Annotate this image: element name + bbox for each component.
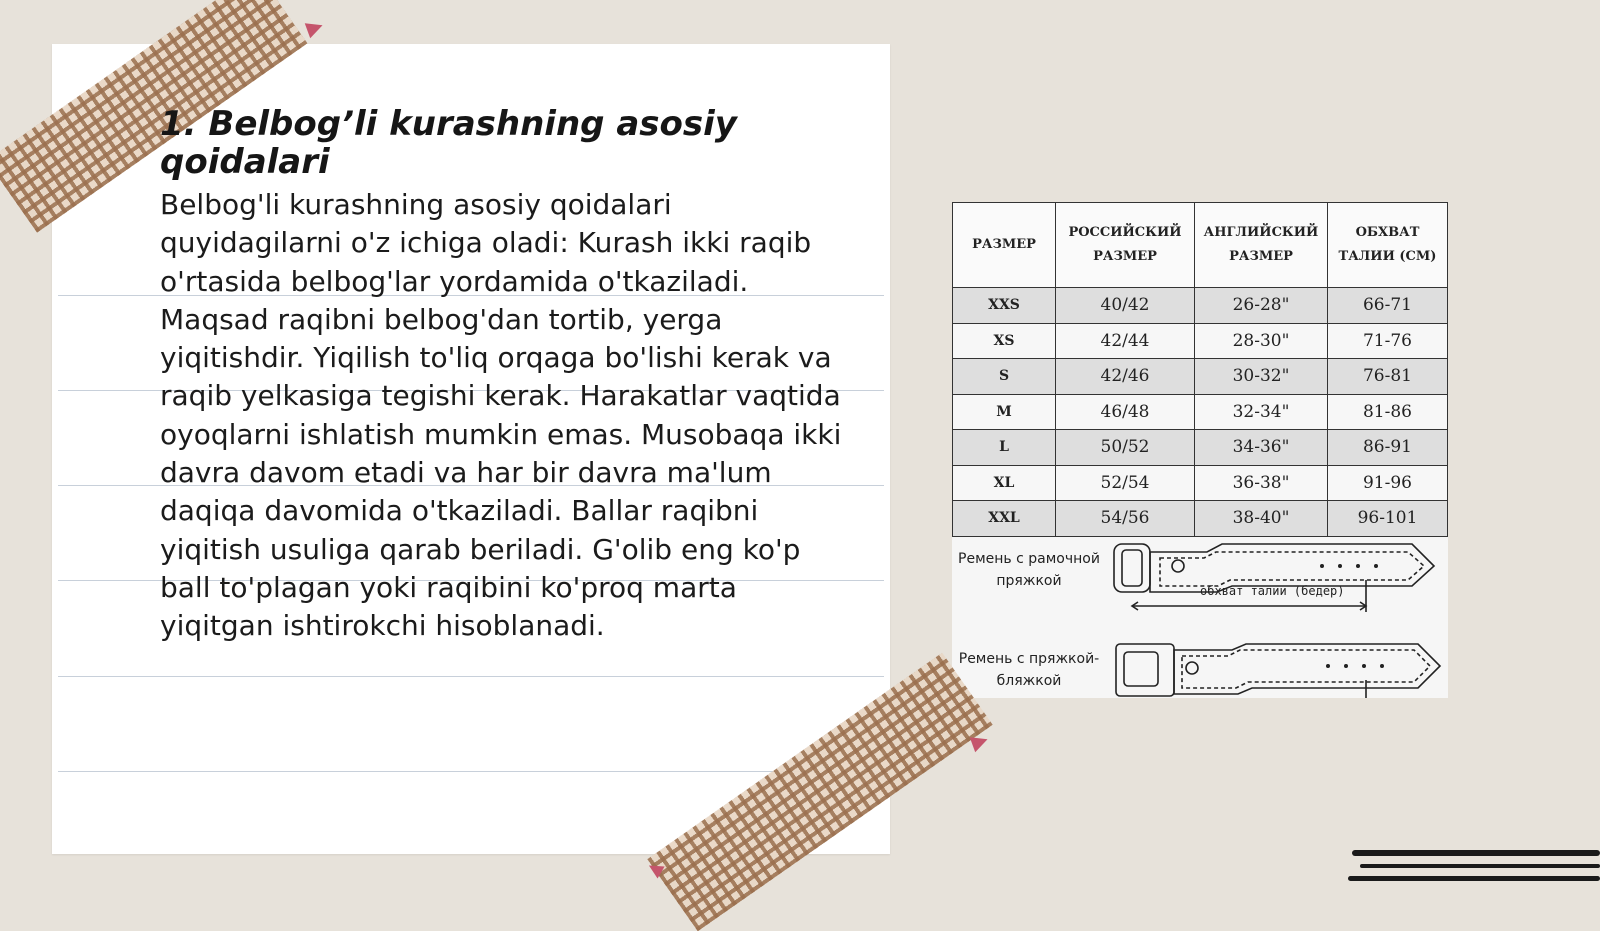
slide-title: 1. Belbog’li kurashning asosiy qoidalari	[160, 104, 737, 182]
table-cell: 52/54	[1056, 465, 1195, 501]
size-table-header-row	[953, 203, 1448, 288]
table-row	[953, 501, 1448, 537]
table-cell: 40/42	[1056, 288, 1195, 324]
table-cell: 96-101	[1328, 501, 1448, 537]
paper-rule-line	[58, 771, 884, 772]
table-header-waist: ОБХВАТ ТАЛИИ (СМ)	[1328, 203, 1448, 288]
table-cell: 46/48	[1056, 394, 1195, 430]
brush-stroke-decoration	[1360, 864, 1600, 868]
table-cell: 42/44	[1056, 323, 1195, 359]
slide-body-text: Belbog'li kurashning asosiy qoidalari quyidagilarni o'z ichiga oladi: Kurash ikki raqib o'rtasida belbog'lar yordamida o'tkaziladi. Maqsad raqibni belbog'dan tortib, yerga yiqitishdir. Yiqilish to'liq orqaga bo'lishi kerak va raqib yelkasiga tegishi kerak. Harakatlar vaqtida oyoqlarni ishlatish mumkin emas. Musobaqa ikki davra davom etadi va har bir davra ma'lum daqiqa davomida o'tkaziladi. Ballar raqibni yiqitish usuliga qarab beriladi. G'olib eng ko'p ball to'plagan yoki raqibini ko'proq marta yiqitgan ishtirokchi hisoblanadi.	[160, 188, 842, 643]
brush-stroke-decoration	[1352, 850, 1600, 856]
pin-icon	[305, 18, 326, 39]
table-row	[953, 430, 1448, 466]
table-cell: 86-91	[1328, 430, 1448, 466]
belt-label-plate-buckle: Ремень с пряжкой-бляжкой	[958, 651, 1100, 689]
belt-size-chart-image	[952, 202, 1448, 698]
brush-stroke-decoration	[1348, 876, 1600, 881]
table-row	[953, 323, 1448, 359]
belt-drawing-icon	[1112, 540, 1442, 698]
table-cell: S	[953, 359, 1056, 395]
table-cell: XXS	[953, 288, 1056, 324]
table-cell: 54/56	[1056, 501, 1195, 537]
table-row	[953, 359, 1448, 395]
table-cell: 30-32"	[1195, 359, 1328, 395]
table-cell: M	[953, 394, 1056, 430]
table-cell: 42/46	[1056, 359, 1195, 395]
table-cell: 26-28"	[1195, 288, 1328, 324]
paper-rule-line	[58, 676, 884, 677]
table-header-russian-size: РОССИЙСКИЙ РАЗМЕР	[1056, 203, 1195, 288]
table-cell: 28-30"	[1195, 323, 1328, 359]
table-cell: 50/52	[1056, 430, 1195, 466]
table-cell: 32-34"	[1195, 394, 1328, 430]
table-cell: 38-40"	[1195, 501, 1328, 537]
table-cell: 81-86	[1328, 394, 1448, 430]
belt-measure-label: обхват талии (бедер)	[1200, 584, 1345, 598]
size-table	[952, 202, 1448, 537]
table-cell: 76-81	[1328, 359, 1448, 395]
table-row	[953, 394, 1448, 430]
table-cell: 36-38"	[1195, 465, 1328, 501]
table-header-english-size: АНГЛИЙСКИЙ РАЗМЕР	[1195, 203, 1328, 288]
table-row	[953, 288, 1448, 324]
table-cell: 66-71	[1328, 288, 1448, 324]
table-cell: 91-96	[1328, 465, 1448, 501]
table-cell: L	[953, 430, 1056, 466]
belt-illustrations	[952, 540, 1448, 698]
table-header-size: РАЗМЕР	[953, 203, 1056, 288]
table-row	[953, 465, 1448, 501]
belt-label-frame-buckle: Ремень с рамочной пряжкой	[958, 551, 1100, 589]
pin-icon	[970, 732, 991, 753]
table-cell: 34-36"	[1195, 430, 1328, 466]
table-cell: 71-76	[1328, 323, 1448, 359]
table-cell: XS	[953, 323, 1056, 359]
table-cell: XXL	[953, 501, 1056, 537]
table-cell: XL	[953, 465, 1056, 501]
